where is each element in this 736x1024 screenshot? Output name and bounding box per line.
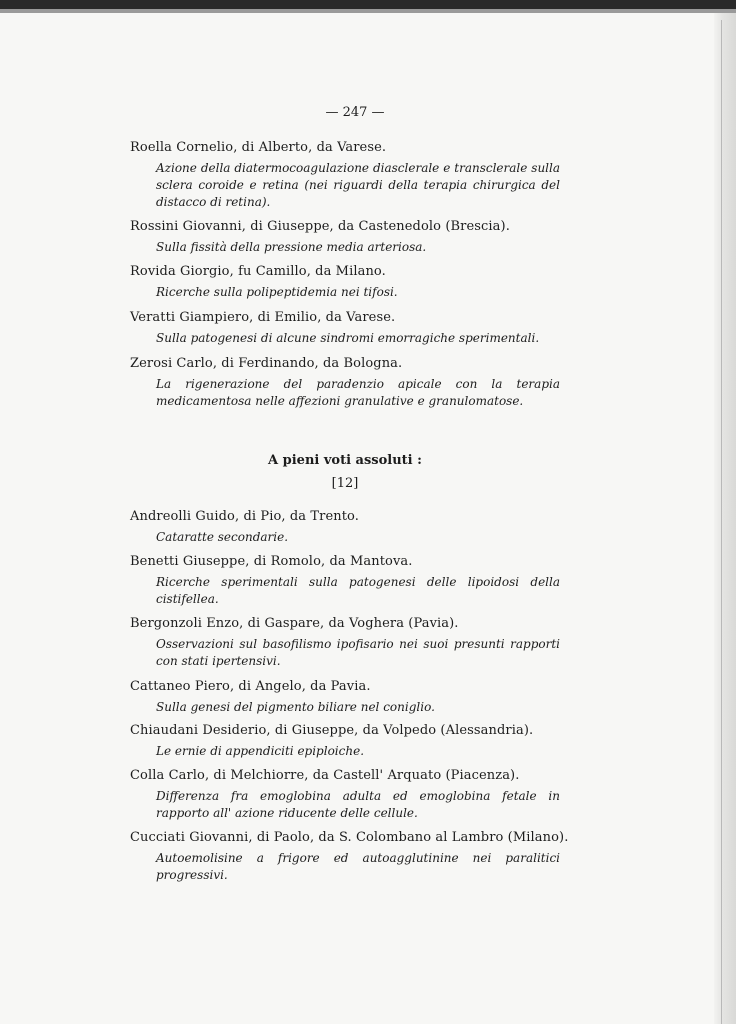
- list-item: [130, 678, 560, 716]
- entry-name: Roella Cornelio, di Alberto, da Varese.: [130, 140, 387, 155]
- list-item: [130, 553, 560, 608]
- entry-title: Cataratte secondarie.: [156, 530, 289, 544]
- entry-title: Le ernie di appendiciti epiploiche.: [156, 744, 365, 758]
- list-item: [130, 139, 560, 211]
- entry-title: Sulla patogenesi di alcune sindromi emorragiche sperimentali.: [156, 331, 540, 345]
- entry-name: Zerosi Carlo, di Ferdinando, da Bologna.: [130, 356, 403, 371]
- entry-name: Rovida Giorgio, fu Camillo, da Milano.: [130, 264, 386, 279]
- entry-title: Differenza fra emoglobina adulta ed emoglobina fetale in rapporto all' azione riducente delle cellule.: [156, 789, 560, 820]
- section-heading: A pieni voti assoluti :: [268, 453, 422, 468]
- list-item: [130, 767, 560, 822]
- list-item: [130, 829, 569, 884]
- scan-top-border-shadow: [0, 9, 736, 13]
- list-item: [130, 508, 560, 546]
- entry-name: Bergonzoli Enzo, di Gaspare, da Voghera (Pavia).: [130, 616, 459, 631]
- entry-name: Colla Carlo, di Melchiorre, da Castell' Arquato (Piacenza).: [130, 768, 520, 783]
- entry-name: Andreolli Guido, di Pio, da Trento.: [130, 509, 359, 524]
- page-fold-line: [721, 20, 722, 1024]
- section-count: [12]: [331, 476, 359, 491]
- entry-title: La rigenerazione del paradenzio apicale con la terapia medicamentosa nelle affezioni granulative e granulomatose.: [156, 377, 560, 408]
- entry-title: Sulla genesi del pigmento biliare nel coniglio.: [156, 700, 435, 714]
- entry-name: Cattaneo Piero, di Angelo, da Pavia.: [130, 679, 371, 694]
- list-item: [130, 722, 560, 760]
- list-item: [130, 355, 560, 410]
- entry-title: Autoemolisine a frigore ed autoagglutinine nei paralitici progressivi.: [156, 851, 560, 882]
- list-item: [130, 615, 560, 670]
- page-right-edge: [714, 13, 736, 1024]
- entry-name: Cucciati Giovanni, di Paolo, da S. Colombano al Lambro (Milano).: [130, 830, 569, 845]
- entry-title: Ricerche sperimentali sulla patogenesi delle lipoidosi della cistifellea.: [156, 575, 560, 606]
- list-item: [130, 263, 560, 301]
- entry-name: Benetti Giuseppe, di Romolo, da Mantova.: [130, 554, 413, 569]
- entry-title: Osservazioni sul basofilismo ipofisario nei suoi presunti rapporti con stati ipertensivi.: [156, 637, 560, 668]
- entry-title: Sulla fissità della pressione media arteriosa.: [156, 240, 427, 254]
- entry-title: Ricerche sulla polipeptidemia nei tifosi.: [156, 285, 398, 299]
- entry-name: Veratti Giampiero, di Emilio, da Varese.: [130, 310, 396, 325]
- list-item: [130, 218, 560, 256]
- list-item: [130, 309, 560, 347]
- scan-top-border: [0, 0, 736, 9]
- entry-name: Chiaudani Desiderio, di Giuseppe, da Volpedo (Alessandria).: [130, 723, 534, 738]
- entry-title: Azione della diatermocoagulazione diasclerale e transclerale sulla sclera coroide e retina (nei riguardi della terapia chirurgica del distacco di retina).: [156, 161, 560, 209]
- entry-name: Rossini Giovanni, di Giuseppe, da Castenedolo (Brescia).: [130, 219, 510, 234]
- page-number: — 247 —: [325, 105, 385, 120]
